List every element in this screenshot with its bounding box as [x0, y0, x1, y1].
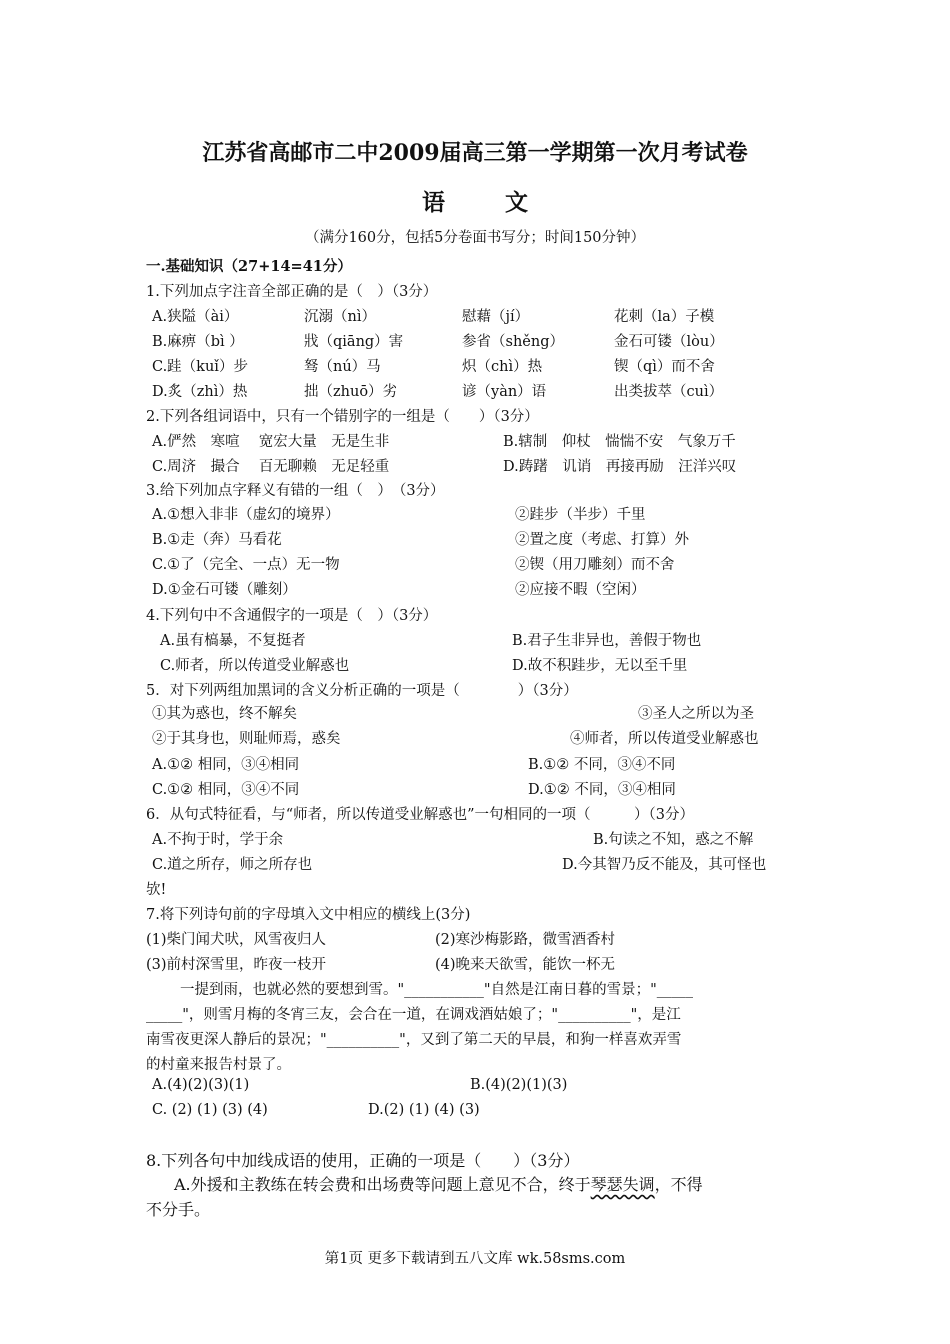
q5-stem: 5．对下列两组加黑词的含义分析正确的一项是（ ）（3分）: [146, 683, 578, 699]
q2-opt-d: D.踌躇 讥诮 再接再励 汪洋兴叹: [503, 459, 737, 475]
q8-opt-a-cont: 不分手。: [146, 1200, 211, 1219]
q3-opt-a2: ②跬步（半步）千里: [515, 507, 646, 523]
q5-sentence-1: ①其为惑也，终不解矣: [152, 706, 297, 722]
q1-opt-b1: B.麻痹（bì ）: [152, 334, 244, 350]
q5-opt-d: D.①② 不同，③④相同: [528, 782, 676, 798]
q6-opt-d-cont: 欤!: [146, 882, 167, 898]
q7-opt-b: B.(4)(2)(1)(3): [470, 1077, 568, 1093]
subject-title: 语文: [422, 189, 588, 216]
q4-opt-a: A.虽有槁暴，不复挺者: [160, 633, 306, 649]
q7-para-line-2: _____"，则雪月梅的冬宵三友，会合在一道，在调戏酒姑娘了；"__________"，是江: [146, 1007, 681, 1023]
q1-opt-d1: D.炙（zhì）热: [152, 384, 248, 400]
q7-stem: 7.将下列诗句前的字母填入文中相应的横线上(3分): [146, 907, 471, 923]
q8-opt-a: [174, 1172, 703, 1195]
q5-opt-a: A.①② 相同，③④相同: [152, 757, 300, 773]
exam-title: 江苏省高邮市二中2009届高三第一学期第一次月考试卷: [202, 140, 748, 166]
q7-poem-2: (2)寒沙梅影路，微雪酒香村: [435, 932, 616, 948]
q3-stem: 3.给下列加点字释义有错的一组（ ） （3分）: [146, 483, 445, 499]
q7-poem-3: (3)前村深雪里，昨夜一枝开: [146, 957, 327, 973]
exam-note: （满分160分，包括5分卷面书写分；时间150分钟）: [304, 230, 646, 246]
q4-opt-c: C.师者，所以传道受业解惑也: [160, 658, 350, 674]
q1-opt-d2: 拙（zhuō）劣: [304, 384, 398, 400]
q3-opt-c2: ②锲（用刀雕刻）而不舍: [515, 557, 675, 573]
q3-opt-d2: ②应接不暇（空闲）: [515, 582, 646, 598]
q1-opt-c1: C.跬（kuǐ）步: [152, 359, 248, 375]
q3-opt-a1: A.①想入非非（虚幻的境界）: [152, 507, 340, 523]
q5-sentence-2: ②于其身也，则耻师焉，惑矣: [152, 731, 341, 747]
q1-opt-a4: 花刺（la）子模: [614, 309, 715, 325]
q4-opt-b: B.君子生非异也，善假于物也: [512, 633, 702, 649]
q3-opt-b2: ②置之度（考虑、打算）外: [515, 532, 689, 548]
q1-opt-b2: 戕（qiāng）害: [304, 334, 404, 350]
q5-sentence-4: ④师者，所以传道受业解惑也: [570, 731, 759, 747]
q1-stem: 1.下列加点字注音全部正确的是（ ）（3分）: [146, 284, 438, 300]
q3-opt-b1: B.①走（奔）马看花: [152, 532, 282, 548]
q5-opt-c: C.①② 相同，③④不同: [152, 782, 300, 798]
q7-opt-d: D.(2) (1) (4) (3): [368, 1102, 480, 1118]
q1-opt-b3: 参省（shěng）: [462, 334, 564, 350]
q8-opt-a-prefix: A.外援和主教练在转会费和出场费等问题上意见不合，终于: [174, 1175, 591, 1194]
q1-opt-a3: 慰藉（jí）: [462, 309, 530, 325]
q8-opt-a-suffix: ，不得: [654, 1175, 703, 1194]
q1-opt-c3: 炽（chì）热: [462, 359, 543, 375]
q1-opt-b4: 金石可镂（lòu）: [614, 334, 724, 350]
q7-poem-4: (4)晚来天欲雪，能饮一杯无: [435, 957, 616, 973]
q2-opt-a: A.俨然 寒喧 宽宏大量 无是生非: [152, 434, 390, 450]
q6-opt-c: C.道之所存，师之所存也: [152, 857, 313, 873]
q1-opt-a1: A.狭隘（ài）: [152, 309, 239, 325]
q6-opt-b: B.句读之不知，惑之不解: [593, 832, 754, 848]
page-footer: 第1页 更多下载请到五八文库 wk.58sms.com: [324, 1251, 626, 1267]
q5-opt-b: B.①② 不同，③④不同: [528, 757, 676, 773]
q3-opt-c1: C.①了（完全、一点）无一物: [152, 557, 340, 573]
q7-opt-c: C. (2) (1) (3) (4): [152, 1102, 268, 1118]
section-heading: 一.基础知识（27+14=41分）: [146, 258, 352, 275]
q8-opt-a-idiom: 琴瑟失调: [590, 1175, 655, 1194]
q7-poem-1: (1)柴门闻犬吠，风雪夜归人: [146, 932, 327, 948]
q1-opt-c2: 驽（nú）马: [304, 359, 381, 375]
q1-opt-d3: 谚（yàn）语: [462, 384, 547, 400]
q4-opt-d: D.故不积跬步，无以至千里: [512, 658, 688, 674]
q7-para-line-1: 一提到雨，也就必然的要想到雪。"___________"自然是江南日暮的雪景；"_____: [180, 982, 694, 998]
q2-stem: 2.下列各组词语中，只有一个错别字的一组是（ ）（3分）: [146, 409, 539, 425]
q6-opt-d: D.今其智乃反不能及，其可怪也: [562, 857, 767, 873]
q1-opt-d4: 出类拔萃（cuì）: [614, 384, 724, 400]
q5-sentence-3: ③圣人之所以为圣: [638, 706, 754, 722]
q4-stem: 4.下列句中不含通假字的一项是（ ）（3分）: [146, 608, 438, 624]
q8-stem: 8.下列各句中加线成语的使用，正确的一项是（ ）（3分）: [146, 1151, 580, 1170]
q7-para-line-3: 南雪夜更深人静后的景况；"__________"，又到了第二天的早晨，和狗一样喜欢弄雪: [146, 1032, 682, 1048]
q7-para-line-4: 的村童来报告村景了。: [146, 1057, 291, 1073]
q1-opt-c4: 锲（qì）而不舍: [614, 359, 715, 375]
q2-opt-b: B.辖制 仰杖 惴惴不安 气象万千: [503, 434, 736, 450]
q6-stem: 6．从句式特征看，与“师者，所以传道受业解惑也”一句相同的一项（ ）（3分）: [146, 807, 695, 823]
q7-opt-a: A.(4)(2)(3)(1): [152, 1077, 250, 1093]
q3-opt-d1: D.①金石可镂（雕刻）: [152, 582, 297, 598]
q2-opt-c: C.周济 撮合 百无聊赖 无足轻重: [152, 459, 390, 475]
q6-opt-a: A.不拘于时，学于余: [152, 832, 284, 848]
q1-opt-a2: 沉溺（nì）: [304, 309, 376, 325]
